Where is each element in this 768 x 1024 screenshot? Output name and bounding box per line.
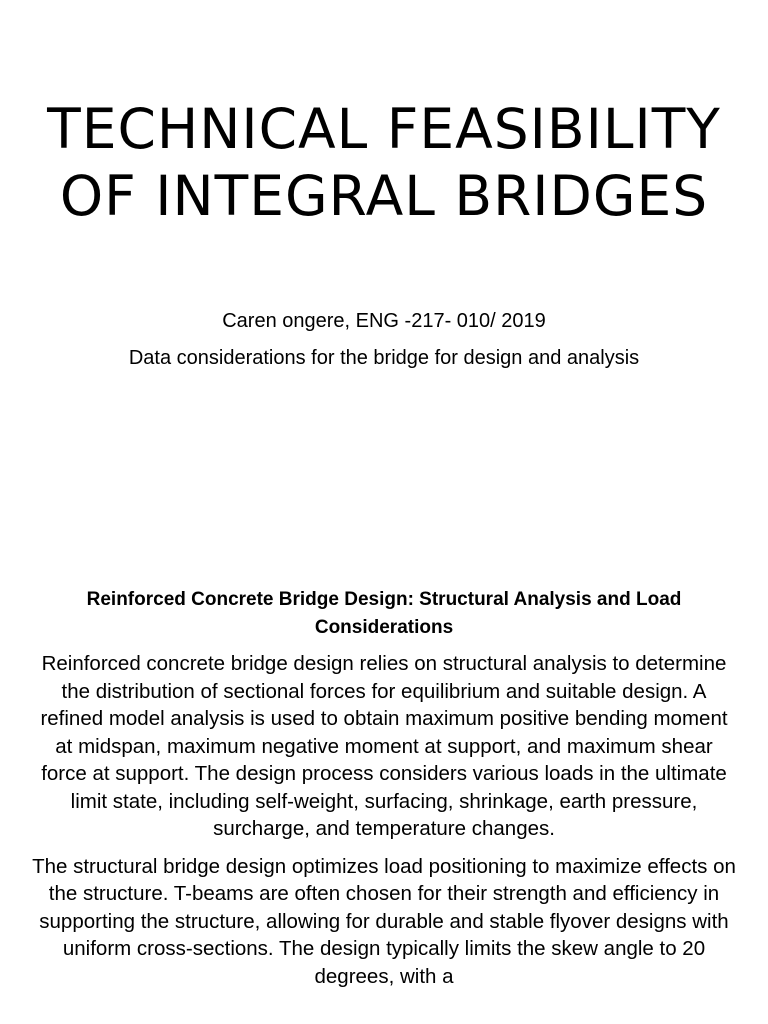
slide-subtitle: Data considerations for the bridge for design and analysis (128, 347, 640, 369)
slide-title: TECHNICAL FEASIBILITY OF INTEGRAL BRIDGES (47, 97, 721, 228)
summary-heading: Reinforced Concrete Bridge Design: Structural Analysis and Load Considerations (86, 589, 682, 638)
author-line: Caren ongere, ENG -217- 010/ 2019 (222, 310, 546, 332)
summary-section (30, 586, 738, 1000)
summary-paragraph: The structural bridge design optimizes load positioning to maximize effects on the structure. T-beams are often chosen for their strength and efficiency in supporting the structure, allowing for durable and stable flyover designs with uniform cross-sections. The design typically limits the skew angle to 20 degrees, with a (32, 854, 736, 988)
summary-paragraph: Reinforced concrete bridge design relies on structural analysis to determine the distribution of sectional forces for equilibrium and suitable design. A refined model analysis is used to obtain maximum positive bending moment at midspan, maximum negative moment at support, and maximum shear force at support. The design process considers various loads in the ultimate limit state, including self-weight, surfacing, shrinkage, earth pressure, surcharge, and temperature changes. (40, 652, 728, 840)
